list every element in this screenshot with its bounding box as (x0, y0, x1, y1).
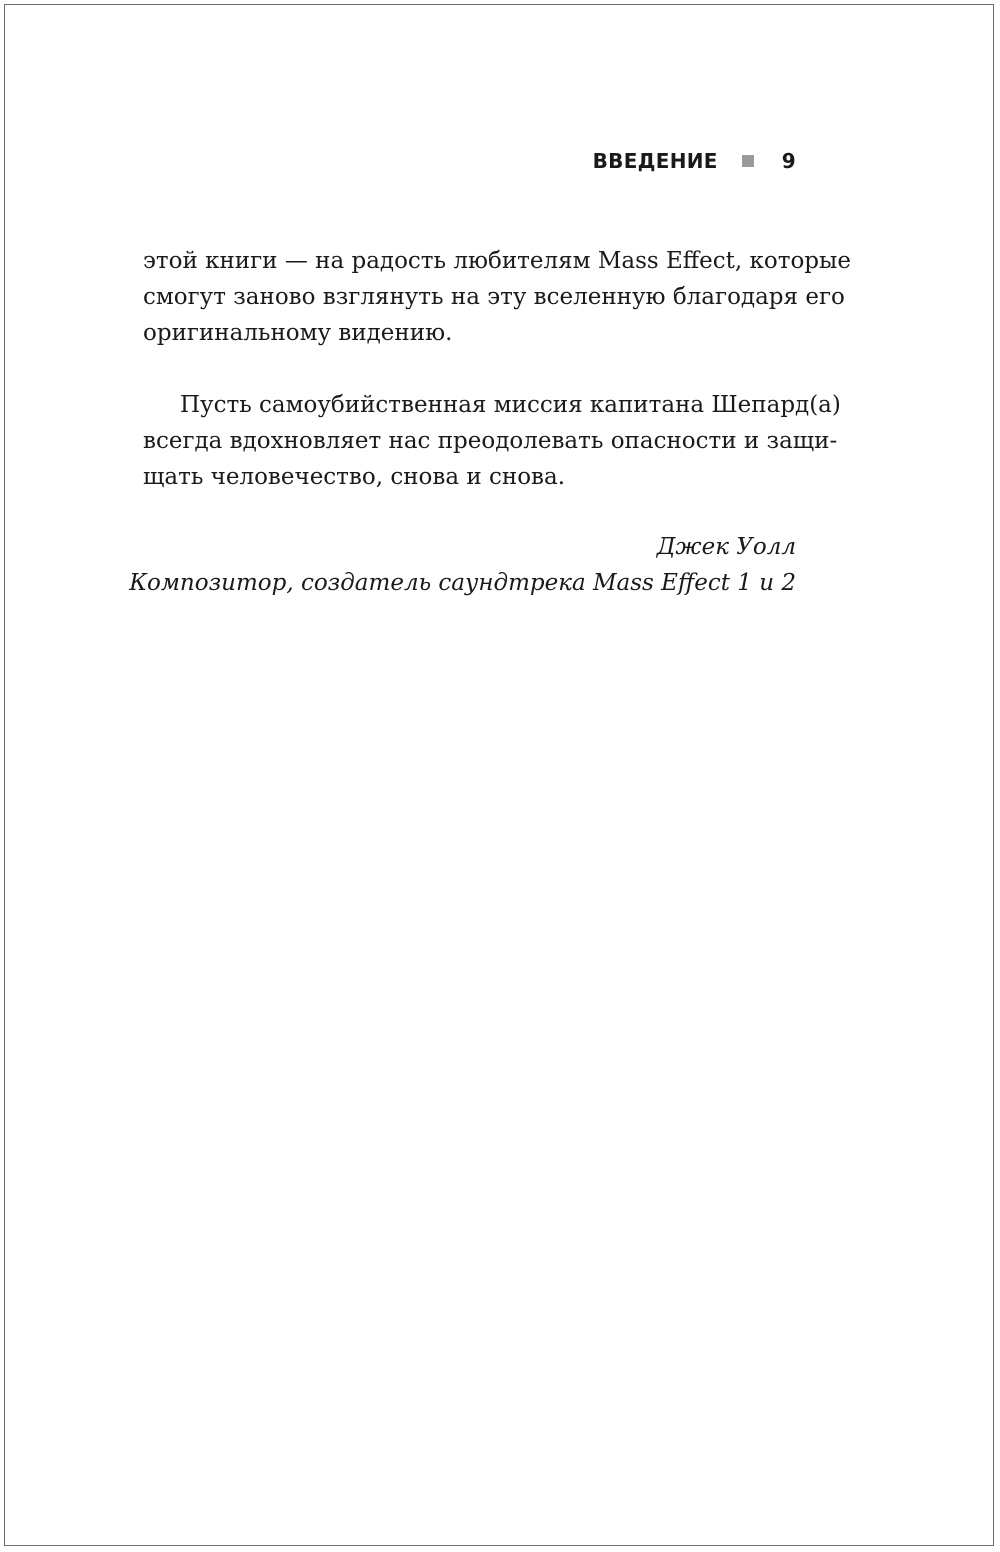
paragraph-continuation (143, 243, 851, 351)
text-line: этой книги — на радость любителям Mass Effect, которые (143, 248, 851, 274)
body-text (143, 243, 851, 495)
running-header (593, 149, 796, 173)
signature-role: Композитор, создатель саундтрека Mass Effect 1 и 2 (129, 570, 796, 596)
text-line: оригинальному видению. (143, 320, 453, 346)
signature-block (129, 529, 796, 601)
header-separator-square-icon (742, 155, 754, 167)
section-title: ВВЕДЕНИЕ (592, 149, 718, 173)
text-line: Пусть самоубийственная миссия капитана Шепард(а) (180, 392, 841, 418)
text-line: смогут заново взглянуть на эту вселенную благодаря его (143, 284, 845, 310)
page-number: 9 (781, 149, 796, 173)
signature-name: Джек Уолл (656, 534, 796, 560)
text-line: щать человечество, снова и снова. (143, 464, 566, 490)
page (4, 4, 994, 1546)
paragraph-closing (143, 387, 841, 495)
paragraph-spacer (143, 351, 809, 387)
text-line: всегда вдохновляет нас преодолевать опасности и защи- (143, 428, 838, 454)
